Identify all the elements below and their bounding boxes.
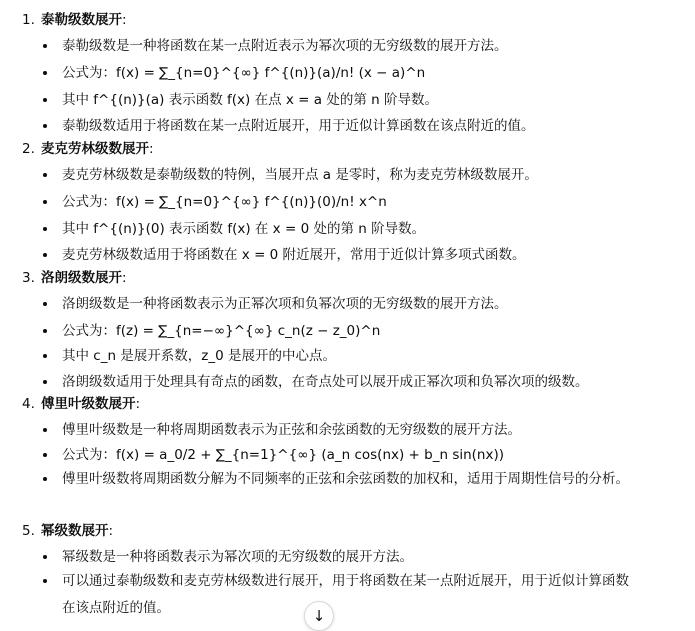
bullet-text: 泰勒级数适用于将函数在某一点附近展开，用于近似计算函数在该点附近的值。 <box>62 118 535 134</box>
list-item <box>48 291 648 317</box>
bullet-text: 洛朗级数是一种将函数表示为正幂次项和负幂次项的无穷级数的展开方法。 <box>62 296 508 312</box>
bullet-text: 傅里叶级数是一种将周期函数表示为正弦和余弦函数的无穷级数的展开方法。 <box>62 422 521 438</box>
bullet-text: 可以通过泰勒级数和麦克劳林级数进行展开，用于将函数在某一点附近展开，用于近似计算函数在该点附近的值。 <box>62 573 629 616</box>
bullet-dot <box>43 329 47 333</box>
bullet-dot <box>43 227 47 231</box>
list-item <box>48 442 648 468</box>
section-heading <box>22 10 127 30</box>
list-item <box>48 343 648 369</box>
bullet-dot <box>43 124 47 128</box>
list-item <box>48 242 648 268</box>
bullet-text: 幂级数是一种将函数表示为幂次项的无穷级数的展开方法。 <box>62 549 413 565</box>
list-item <box>48 318 648 344</box>
list-item <box>48 162 648 188</box>
section-title: 幂级数展开 <box>41 523 109 539</box>
section-number: 5. <box>22 523 35 539</box>
bullet-dot <box>43 253 47 257</box>
section-heading <box>22 268 127 288</box>
list-item <box>48 417 648 443</box>
bullet-text: 其中 f^{(n)}(a) 表示函数 f(x) 在点 x = a 处的第 n 阶导数。 <box>62 92 438 108</box>
section-title: 麦克劳林级数展开 <box>41 141 149 157</box>
section-title: 泰勒级数展开 <box>41 12 122 28</box>
bullet-dot <box>43 200 47 204</box>
section-number: 1. <box>22 12 35 28</box>
bullet-text: 其中 f^{(n)}(0) 表示函数 f(x) 在 x = 0 处的第 n 阶导数。 <box>62 221 426 237</box>
bullet-text: 洛朗级数适用于处理具有奇点的函数，在奇点处可以展开成正幂次项和负幂次项的级数。 <box>62 374 589 390</box>
list-item <box>48 113 648 139</box>
bullet-text: 公式为：f(x) = a_0/2 + ∑_{n=1}^{∞} (a_n cos(nx) + b_n sin(nx)) <box>62 447 504 463</box>
bullet-text: 傅里叶级数将周期函数分解为不同频率的正弦和余弦函数的加权和，适用于周期性信号的分析。 <box>62 471 629 487</box>
bullet-dot <box>43 453 47 457</box>
bullet-dot <box>43 380 47 384</box>
list-item <box>48 544 648 570</box>
list-item <box>48 466 638 493</box>
bullet-text: 泰勒级数是一种将函数在某一点附近表示为幂次项的无穷级数的展开方法。 <box>62 38 508 54</box>
bullet-dot <box>43 354 47 358</box>
bullet-dot <box>43 173 47 177</box>
bullet-dot <box>43 44 47 48</box>
bullet-text: 麦克劳林级数适用于将函数在 x = 0 附近展开，常用于近似计算多项式函数。 <box>62 247 526 263</box>
section-colon: : <box>122 12 127 28</box>
section-number: 3. <box>22 270 35 286</box>
bullet-dot <box>43 98 47 102</box>
bullet-dot <box>43 555 47 559</box>
list-item <box>48 216 648 242</box>
section-title: 傅里叶级数展开 <box>41 396 136 412</box>
bullet-text: 麦克劳林级数是泰勒级数的特例，当展开点 a 是零时，称为麦克劳林级数展开。 <box>62 167 538 183</box>
section-colon: : <box>108 523 114 539</box>
section-heading <box>22 521 113 541</box>
section-title: 洛朗级数展开 <box>41 270 122 286</box>
section-heading <box>22 139 154 159</box>
bullet-text: 公式为：f(x) = ∑_{n=0}^{∞} f^{(n)}(a)/n! (x − a)^n <box>62 65 426 81</box>
bullet-dot <box>43 579 47 583</box>
list-item <box>48 568 638 622</box>
list-item <box>48 87 648 113</box>
section-colon: : <box>135 396 141 412</box>
bullet-text: 公式为：f(x) = ∑_{n=0}^{∞} f^{(n)}(0)/n! x^n <box>62 194 387 210</box>
list-item <box>48 369 648 395</box>
bullet-text: 其中 c_n 是展开系数，z_0 是展开的中心点。 <box>62 348 337 364</box>
arrow-down-icon: ↓ <box>312 607 326 625</box>
bullet-dot <box>43 302 47 306</box>
section-number: 2. <box>22 141 35 157</box>
section-colon: : <box>149 141 154 157</box>
bullet-dot <box>43 477 47 481</box>
bullet-dot <box>43 71 47 75</box>
section-colon: : <box>122 270 127 286</box>
bullet-dot <box>43 428 47 432</box>
section-number: 4. <box>22 396 35 412</box>
list-item <box>48 33 648 59</box>
list-item <box>48 60 648 86</box>
section-heading <box>22 394 140 414</box>
list-item <box>48 189 648 215</box>
bullet-text: 公式为：f(z) = ∑_{n=−∞}^{∞} c_n(z − z_0)^n <box>62 323 381 339</box>
